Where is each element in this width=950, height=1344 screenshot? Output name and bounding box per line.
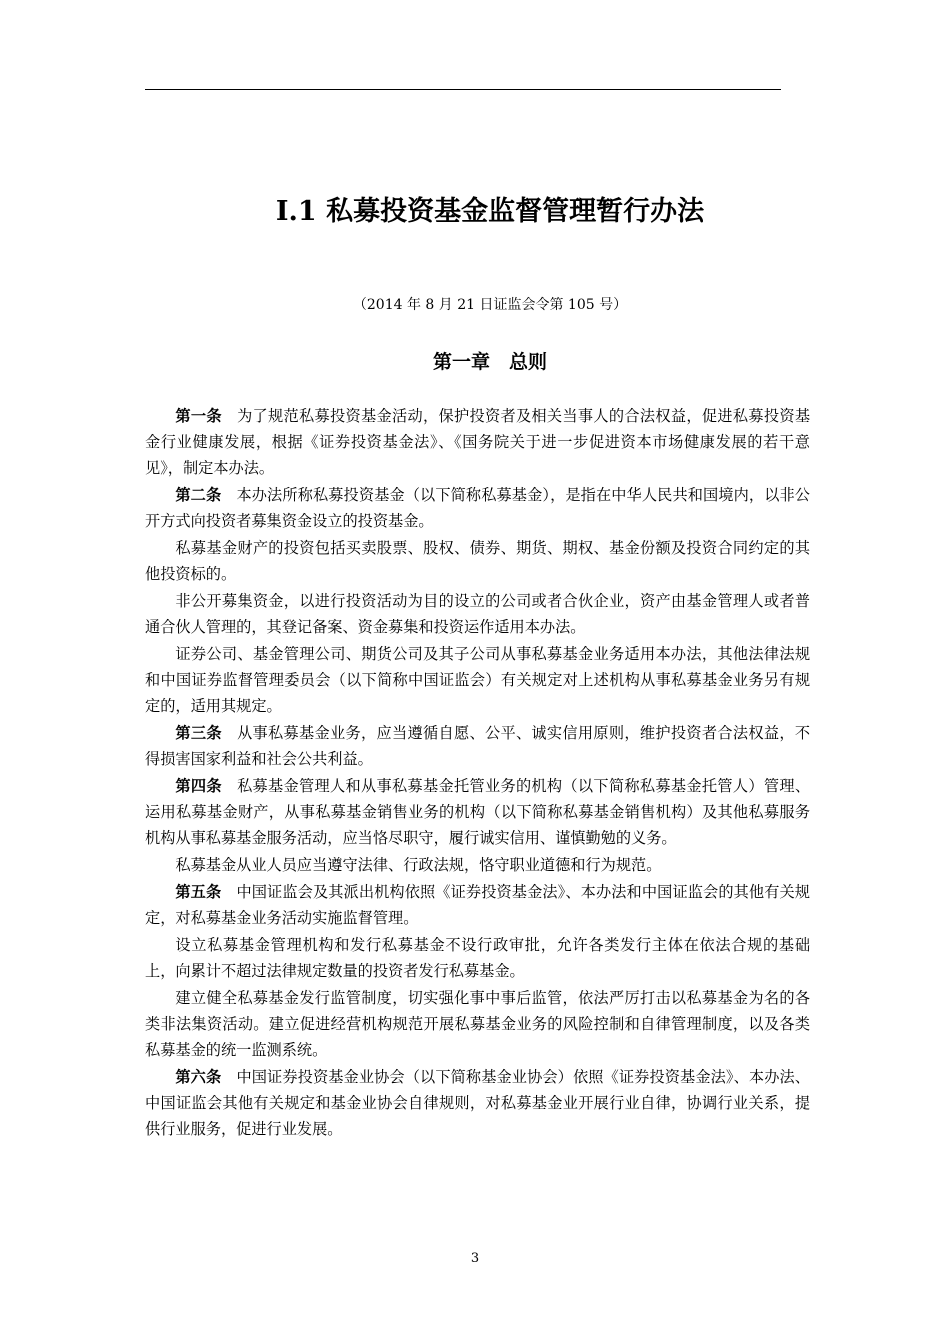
body-paragraph [145,985,810,1063]
decree-line: （2014 年 8 月 21 日证监会令第 105 号） [352,297,628,313]
article-label: 第一条 [175,407,222,425]
paragraph-text: 非公开募集资金，以进行投资活动为目的设立的公司或者合伙企业，资产由基金管理人或者普通合伙人管理的，其登记备案、资金募集和投资运作适用本办法。 [145,592,810,636]
article-paragraph [145,1064,810,1142]
article-paragraph [145,720,810,772]
paragraph-text: 中国证监会及其派出机构依照《证券投资基金法》、本办法和中国证监会的其他有关规定，对私募基金业务活动实施监督管理。 [145,883,810,927]
article-label: 第二条 [175,486,222,504]
article-label: 第五条 [175,883,222,901]
paragraph-text: 从事私募基金业务，应当遵循自愿、公平、诚实信用原则，维护投资者合法权益，不得损害国家利益和社会公共利益。 [145,724,811,768]
article-paragraph [145,482,810,534]
paragraph-text: 私募基金从业人员应当遵守法律、行政法规，恪守职业道德和行为规范。 [175,856,662,874]
paragraph-text: 中国证券投资基金业协会（以下简称基金业协会）依照《证券投资基金法》、本办法、中国证监会其他有关规定和基金业协会自律规则，对私募基金业开展行业自律，协调行业关系，提供行业服务，促进行业发展。 [145,1068,810,1138]
page-number: 3 [470,1251,480,1266]
body-paragraph [145,852,810,878]
chapter-heading: 第一章 总则 [432,351,547,373]
paragraph-text: 私募基金管理人和从事私募基金托管业务的机构（以下简称私募基金托管人）管理、运用私募基金财产，从事私募基金销售业务的机构（以下简称私募基金销售机构）及其他私募服务机构从事私募基金服务活动，应当恪尽职守，履行诚实信用、谨慎勤勉的义务。 [145,777,811,847]
paragraph-text: 设立私募基金管理机构和发行私募基金不设行政审批，允许各类发行主体在依法合规的基础上，向累计不超过法律规定数量的投资者发行私募基金。 [145,936,810,980]
article-label: 第三条 [175,724,222,742]
article-paragraph [145,879,810,931]
header-rule [145,89,781,90]
paragraph-text: 本办法所称私募投资基金（以下简称私募基金），是指在中华人民共和国境内，以非公开方式向投资者募集资金设立的投资基金。 [145,486,810,530]
article-paragraph [145,403,810,481]
body-paragraph [145,641,810,719]
body-paragraph [145,588,810,640]
document-title: I.1 私募投资基金监督管理暂行办法 [275,196,705,227]
article-label: 第六条 [175,1068,222,1086]
paragraph-text: 为了规范私募投资基金活动，保护投资者及相关当事人的合法权益，促进私募投资基金行业健康发展，根据《证券投资基金法》、《国务院关于进一步促进资本市场健康发展的若干意见》，制定本办法。 [145,407,811,477]
body-paragraph [145,932,810,984]
article-paragraph [145,773,810,851]
body-paragraph [145,535,810,587]
paragraph-text: 证券公司、基金管理公司、期货公司及其子公司从事私募基金业务适用本办法，其他法律法规和中国证券监督管理委员会（以下简称中国证监会）有关规定对上述机构从事私募基金业务另有规定的，适用其规定。 [145,645,810,715]
paragraph-text: 建立健全私募基金发行监管制度，切实强化事中事后监管，依法严厉打击以私募基金为名的各类非法集资活动。建立促进经营机构规范开展私募基金业务的风险控制和自律管理制度，以及各类私募基金的统一监测系统。 [145,989,810,1059]
article-label: 第四条 [175,777,222,795]
document-body [145,403,810,1142]
paragraph-text: 私募基金财产的投资包括买卖股票、股权、债券、期货、期权、基金份额及投资合同约定的其他投资标的。 [145,539,810,583]
